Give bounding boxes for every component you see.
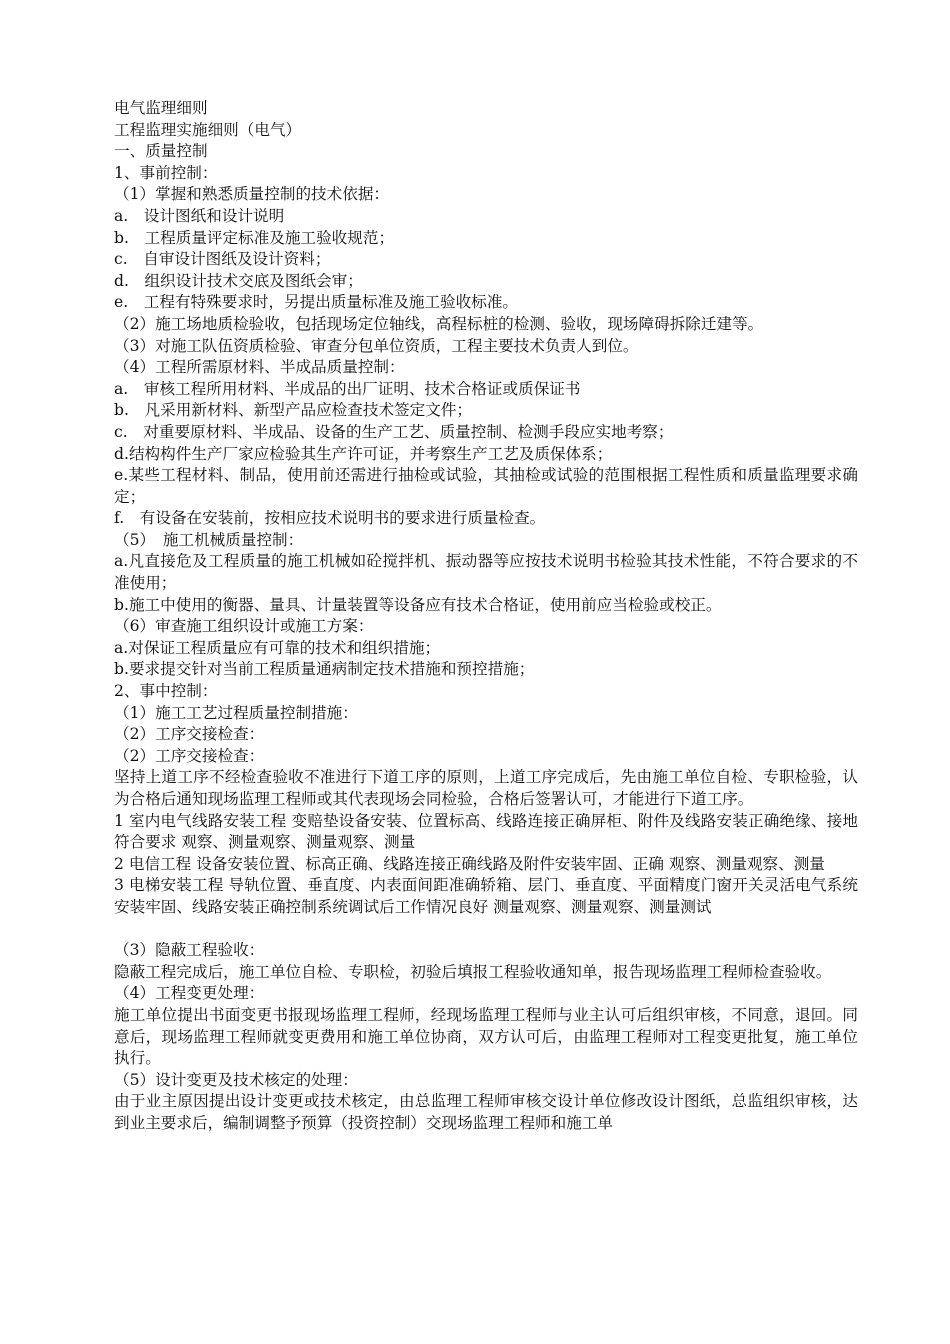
- item-heading: （4）工程变更处理：: [114, 984, 265, 1003]
- body-paragraph: 由于业主原因提出设计变更或技术核定，由总监理工程师审核交设计单位修改设计图纸，总监组织审核，达到业主要求后，编制调整予预算（投资控制）交现场监理工程师和施工单: [114, 1092, 858, 1132]
- item-heading: （1）施工工艺过程质量控制措施：: [114, 703, 358, 722]
- document-page: [114, 98, 858, 1135]
- subsection-heading: 2、事中控制：: [114, 682, 218, 701]
- item-heading: （2）工序交接检查：: [114, 725, 265, 744]
- list-item: a.对保证工程质量应有可靠的技术和组织措施；: [114, 638, 441, 657]
- list-item: b.要求提交针对当前工程质量通病制定技术措施和预控措施；: [114, 660, 535, 679]
- item-heading: （5） 施工机械质量控制：: [114, 530, 304, 549]
- list-item: b.施工中使用的衡器、量具、计量装置等设备应有技术合格证，使用前应当检验或校正。: [114, 595, 722, 614]
- item-heading: （3）隐蔽工程验收：: [114, 941, 265, 960]
- item-heading: （5）设计变更及技术核定的处理：: [114, 1070, 358, 1089]
- body-paragraph: 隐蔽工程完成后，施工单位自检、专职检，初验后填报工程验收通知单，报告现场监理工程师检查验收。: [114, 962, 832, 981]
- list-item: f. 有设备在安装前，按相应技术说明书的要求进行质量检查。: [114, 509, 546, 528]
- item-paragraph: （2）施工场地质检验收，包括现场定位轴线，高程标桩的检测、验收，现场障碍拆除迁建等。: [114, 314, 764, 333]
- inspection-row: 3 电梯安装工程 导轨位置、垂直度、内表面间距准确轿箱、层门、垂直度、平面精度门窗开关灵活电气系统安装牢固、线路安装正确控制系统调试后工作情况良好 测量观察、测量观察、测量测试: [114, 876, 858, 916]
- section-heading: 一、质量控制: [114, 142, 208, 161]
- list-item: c. 自审设计图纸及设计资料；: [114, 250, 331, 269]
- document-title: 电气监理细则: [114, 99, 208, 117]
- list-item: b. 凡采用新材料、新型产品应检查技术签定文件；: [114, 401, 473, 420]
- item-heading: （4）工程所需原材料、半成品质量控制：: [114, 358, 405, 377]
- list-item: d.结构构件生产厂家应检验其生产许可证，并考察生产工艺及质保体系；: [114, 444, 613, 463]
- list-item: a.凡直接危及工程质量的施工机械如砼搅拌机、振动器等应按技术说明书检验其技术性能，不符合要求的不准使用；: [114, 552, 858, 593]
- subsection-heading: 1、事前控制：: [114, 163, 218, 182]
- inspection-row: 1 室内电气线路安装工程 变赔垫设备安装、位置标高、线路连接正确屏柜、附件及线路安装正确绝缘、接地符合要求 观察、测量观察、测量观察、测量: [114, 811, 858, 852]
- list-item: e. 工程有特殊要求时，另提出质量标准及施工验收标准。: [114, 293, 519, 312]
- body-paragraph: 施工单位提出书面变更书报现场监理工程师，经现场监理工程师与业主认可后组织审核，不同意，退回。同意后，现场监理工程师就变更费用和施工单位协商，双方认可后，由监理工程师对工程变更批复，施工单位执行。: [114, 1005, 858, 1068]
- list-item: a. 设计图纸和设计说明: [114, 206, 285, 225]
- item-heading: （6）审查施工组织设计或施工方案：: [114, 617, 374, 636]
- list-item: b. 工程质量评定标准及施工验收规范；: [114, 228, 395, 247]
- item-heading: （2）工序交接检查：: [114, 746, 265, 765]
- inspection-row: 2 电信工程 设备安装位置、标高正确、线路连接正确线路及附件安装牢固、正确 观察、测量观察、测量: [114, 854, 825, 873]
- list-item: d. 组织设计技术交底及图纸会审；: [114, 271, 363, 290]
- document-subtitle: 工程监理实施细则（电气）: [114, 120, 302, 139]
- blank-line: [114, 919, 858, 941]
- list-item: c. 对重要原材料、半成品、设备的生产工艺、质量控制、检测手段应实地考察；: [114, 422, 674, 441]
- body-paragraph: 坚持上道工序不经检查验收不准进行下道工序的原则，上道工序完成后，先由施工单位自检、专职检验，认为合格后通知现场监理工程师或其代表现场会同检验，合格后签署认可，才能进行下道工序。: [114, 768, 858, 808]
- list-item: e.某些工程材料、制品，使用前还需进行抽检或试验，其抽检或试验的范围根据工程性质和质量监理要求确定；: [114, 466, 858, 506]
- item-heading: （3）对施工队伍资质检验、审查分包单位资质，工程主要技术负责人到位。: [114, 336, 639, 355]
- list-item: a. 审核工程所用材料、半成品的出厂证明、技术合格证或质保证书: [114, 379, 581, 398]
- item-heading: （1）掌握和熟悉质量控制的技术依据：: [114, 185, 390, 204]
